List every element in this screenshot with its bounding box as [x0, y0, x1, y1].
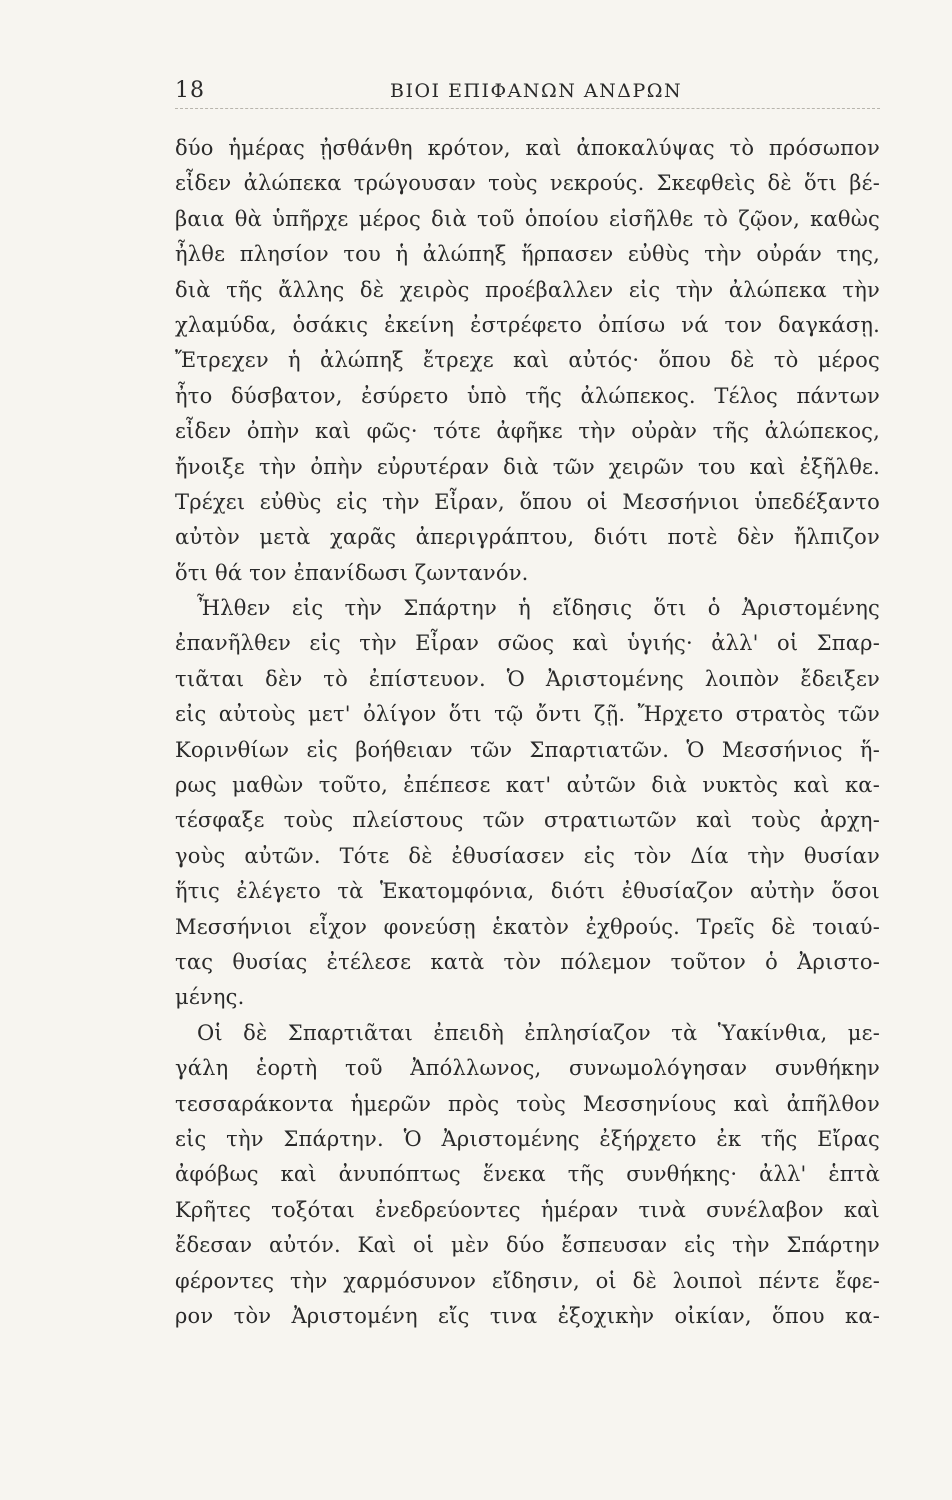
text-line: ἀφόβως καὶ ἀνυπόπτως ἕνεκα τῆς συνθήκης· ἀλλ' ἑπτὰ [175, 1162, 880, 1187]
text-line: εἰς αὐτοὺς μετ' ὀλίγον ὅτι τῷ ὄντι ζῇ. Ἤρχετο στρατὸς τῶν [175, 702, 880, 727]
text-line: Μεσσήνιοι εἶχον φονεύσῃ ἑκατὸν ἐχθρούς. Τρεῖς δὲ τοιαύ- [175, 914, 880, 939]
text-line: μένης. [175, 985, 245, 1010]
text-line: ἦλθε πλησίον του ἡ ἀλώπηξ ἥρπασεν εὐθὺς τὴν οὐράν της, [175, 242, 880, 267]
text-line: ρον τὸν Ἀριστομένη εἴς τινα ἐξοχικὴν οἰκίαν, ὅπου κα- [175, 1303, 880, 1328]
text-line: Κορινθίων εἰς βοήθειαν τῶν Σπαρτιατῶν. Ὁ Μεσσήνιος ἥ- [175, 737, 880, 762]
body-text [175, 131, 880, 1334]
text-line: διὰ τῆς ἄλλης δὲ χειρὸς προέβαλλεν εἰς τὴν ἀλώπεκα τὴν [175, 277, 880, 302]
text-line: γοὺς αὐτῶν. Τότε δὲ ἐθυσίασεν εἰς τὸν Δία τὴν θυσίαν [175, 843, 880, 868]
text-line: εἶδεν ὀπὴν καὶ φῶς· τότε ἀφῆκε τὴν οὐρὰν τῆς ἀλώπεκος, [175, 419, 880, 444]
text-line: ἦτο δύσβατον, ἐσύρετο ὑπὸ τῆς ἀλώπεκος. Τέλος πάντων [175, 383, 880, 408]
text-line: τέσφαξε τοὺς πλείστους τῶν στρατιωτῶν καὶ τοὺς ἀρχη- [175, 808, 880, 833]
text-line: αὐτὸν μετὰ χαρᾶς ἀπεριγράπτου, διότι ποτὲ δὲν ἤλπιζον [175, 525, 880, 550]
text-line: ἤνοιξε τὴν ὀπὴν εὐρυτέραν διὰ τῶν χειρῶν του καὶ ἐξῆλθε. [175, 454, 880, 479]
text-line: φέροντες τὴν χαρμόσυνον εἴδησιν, οἱ δὲ λοιποὶ πέντε ἔφε- [175, 1268, 880, 1293]
text-line: βαια θὰ ὑπῆρχε μέρος διὰ τοῦ ὁποίου εἰσῆλθε τὸ ζῷον, καθὼς [175, 206, 880, 231]
page-header [175, 78, 875, 108]
running-title: ΒΙΟΙ ΕΠΙΦΑΝΩΝ ΑΝΔΡΩΝ [390, 80, 683, 102]
text-line: ἐπανῆλθεν εἰς τὴν Εἶραν σῶος καὶ ὑγιής· ἀλλ' οἱ Σπαρ- [175, 631, 880, 656]
text-line: ὅτι θά τον ἐπανίδωσι ζωντανόν. [175, 560, 529, 585]
text-line: γάλη ἑορτὴ τοῦ Ἀπόλλωνος, συνωμολόγησαν συνθήκην [175, 1056, 880, 1081]
text-line: δύο ἡμέρας ᾐσθάνθη κρότον, καὶ ἀποκαλύψας τὸ πρόσωπον [175, 136, 880, 160]
text-line: τιᾶται δὲν τὸ ἐπίστευον. Ὁ Ἀριστομένης λοιπὸν ἔδειξεν [175, 666, 880, 691]
text-line: τας θυσίας ἐτέλεσε κατὰ τὸν πόλεμον τοῦτον ὁ Ἀριστο- [175, 949, 880, 974]
text-line: τεσσαράκοντα ἡμερῶν πρὸς τοὺς Μεσσηνίους καὶ ἀπῆλθον [175, 1091, 880, 1116]
page-number: 18 [175, 78, 205, 103]
text-line: ἥτις ἐλέγετο τὰ Ἑκατομφόνια, διότι ἐθυσίαζον αὐτὴν ὅσοι [175, 879, 880, 904]
text-line: ρως μαθὼν τοῦτο, ἐπέπεσε κατ' αὐτῶν διὰ νυκτὸς καὶ κα- [175, 773, 880, 798]
text-line: Οἱ δὲ Σπαρτιᾶται ἐπειδὴ ἐπλησίαζον τὰ Ὑακίνθια, με- [197, 1020, 880, 1045]
text-line: Ἔτρεχεν ἡ ἀλώπηξ ἔτρεχε καὶ αὐτός· ὅπου δὲ τὸ μέρος [175, 348, 880, 373]
text-line: χλαμύδα, ὁσάκις ἐκείνη ἐστρέφετο ὀπίσω νά τον δαγκάσῃ. [175, 312, 880, 337]
text-line: Ἦλθεν εἰς τὴν Σπάρτην ἡ εἴδησις ὅτι ὁ Ἀριστομένης [197, 596, 880, 621]
text-line: εἰς τὴν Σπάρτην. Ὁ Ἀριστομένης ἐξήρχετο ἐκ τῆς Εἴρας [175, 1126, 880, 1151]
text-line: Κρῆτες τοξόται ἐνεδρεύοντες ἡμέραν τινὰ συνέλαβον καὶ [175, 1197, 880, 1222]
header-rule [175, 108, 880, 109]
text-line: Τρέχει εὐθὺς εἰς τὴν Εἶραν, ὅπου οἱ Μεσσήνιοι ὑπεδέξαντο [175, 489, 880, 514]
text-line: εἶδεν ἀλώπεκα τρώγουσαν τοὺς νεκρούς. Σκεφθεὶς δὲ ὅτι βέ- [175, 171, 880, 196]
text-line: ἔδεσαν αὐτόν. Καὶ οἱ μὲν δύο ἔσπευσαν εἰς τὴν Σπάρτην [175, 1233, 880, 1258]
